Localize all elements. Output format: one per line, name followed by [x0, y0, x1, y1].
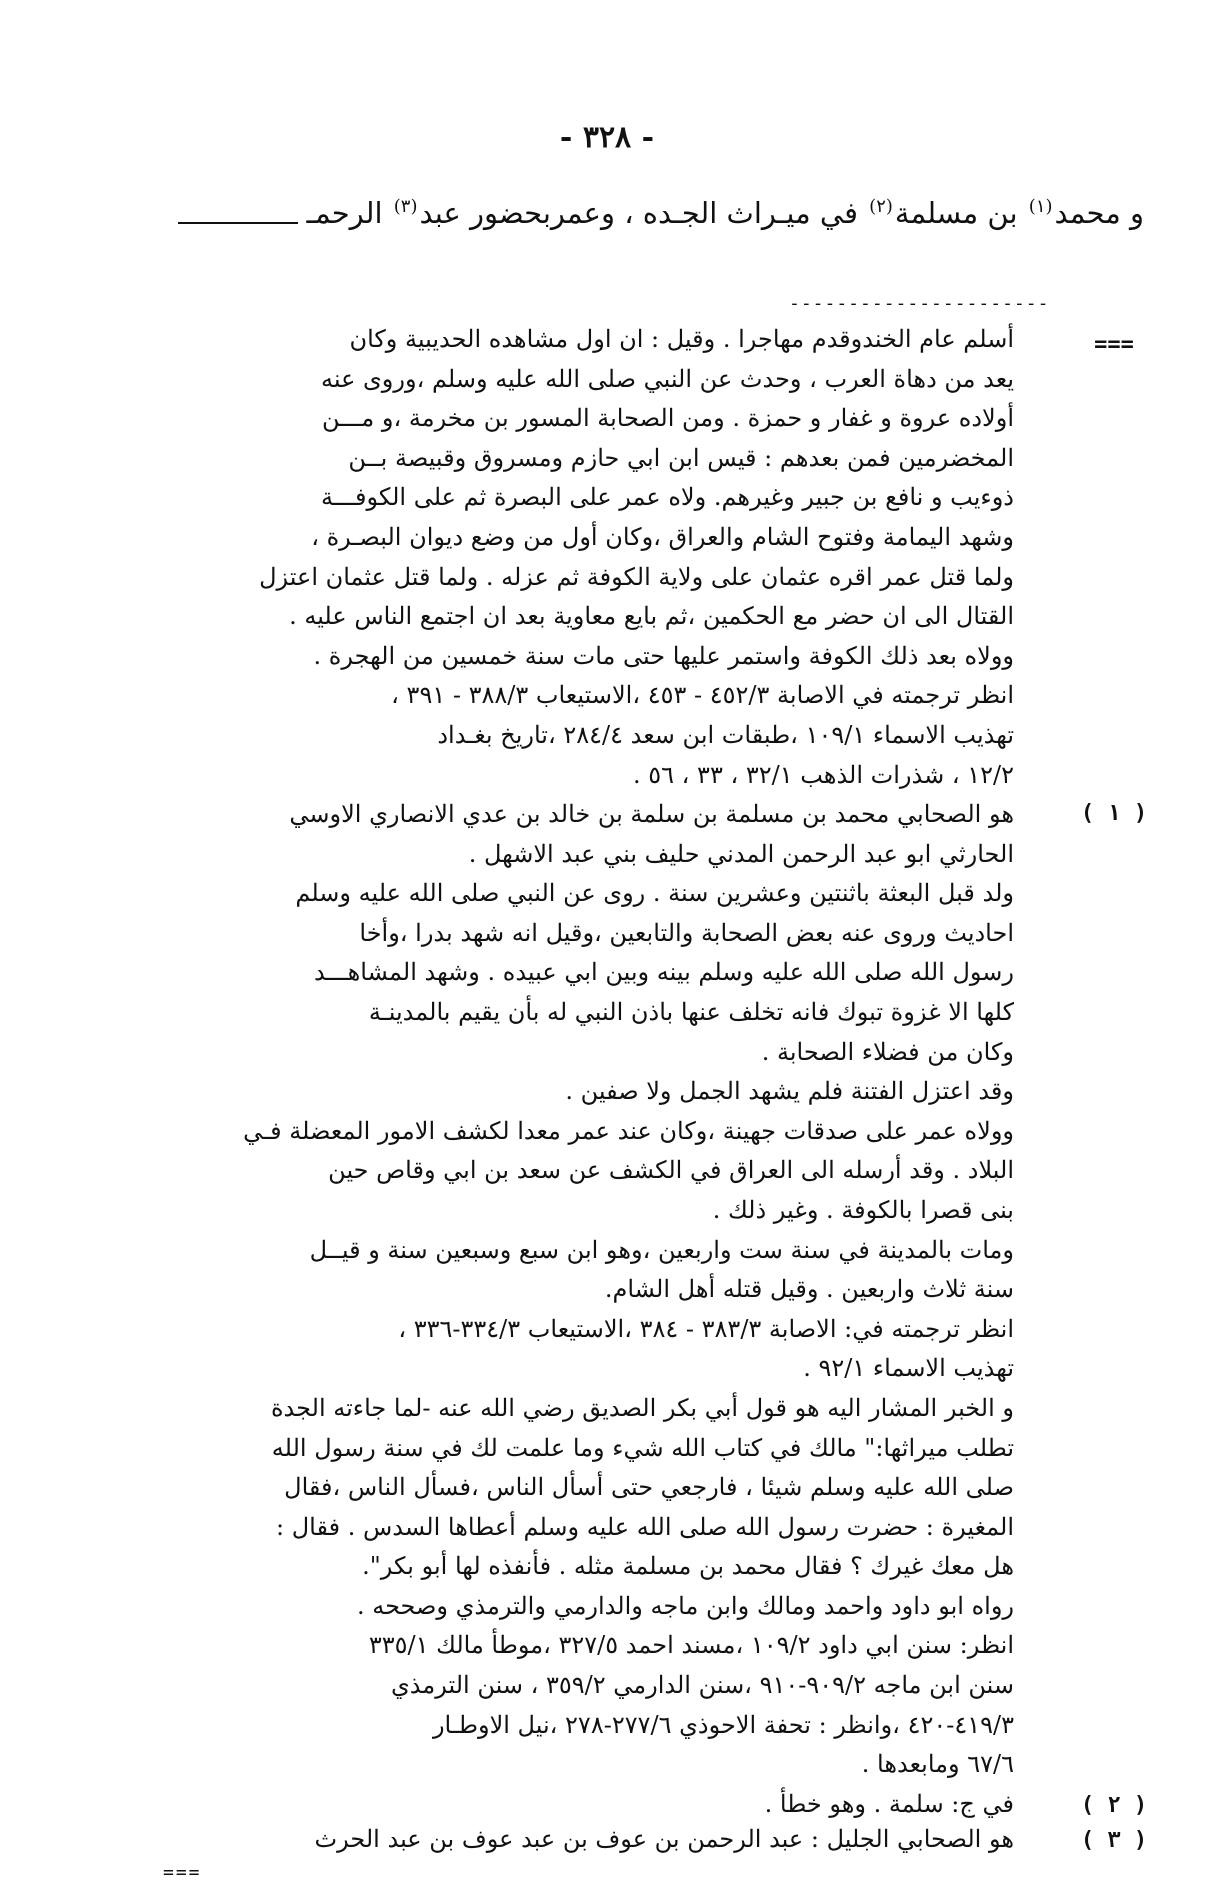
footnote-line: رسول الله صلى الله عليه وسلم بينه وبين ابي عبيده . وشهد المشاهـــد — [313, 958, 1014, 987]
footnote-line: أسلم عام الخندوقدم مهاجرا . وقيل : ان اول مشاهده الحديبية وكان — [349, 325, 1014, 353]
footnote-line: ٦٧/٦ ومابعدها . — [861, 1750, 1014, 1779]
main-text-part: بن مسلمة — [894, 196, 1018, 230]
footnote-line: احاديث وروى عنه بعض الصحابة والتابعين ،وقيل انه شهد بدرا ،وأخا — [359, 918, 1014, 947]
footnote-line: أولاده عروة و غفار و حمزة . ومن الصحابة المسور بن مخرمة ،و مـــن — [322, 404, 1014, 433]
footnote-text — [105, 1820, 1014, 1860]
footnote-line: سنة ثلاث واربعين . وقيل قتله أهل الشام. — [604, 1275, 1014, 1304]
end-mark: === — [163, 1862, 202, 1883]
footnote-line: انظر: سنن ابي داود ١٠٩/٢ ،مسند احمد ٣٢٧/٥ ،موطأ مالك ٣٣٥/١ — [368, 1631, 1014, 1660]
main-text-part: في ميـراث الجـده ، وعمربحضور عبد — [419, 196, 858, 230]
footnote-text — [105, 795, 1014, 1785]
footnote-line: بنى قصرا بالكوفة . وغير ذلك . — [712, 1195, 1014, 1224]
footnote-line: وولاه عمر على صدقات جهينة ،وكان عند عمر معدا لكشف الامور المعضلة فـي — [243, 1116, 1014, 1145]
footnote-line: صلى الله عليه وسلم شيئا ، فارجعي حتى أسأل الناس ،فسأل الناس ،فقال — [284, 1473, 1014, 1502]
footnote-line: المخضرمين فمن بعدهم : قيس ابن ابي حازم ومسروق وقبيصة بــن — [348, 443, 1014, 472]
footnote-line: يعد من دهاة العرب ، وحدث عن النبي صلى الله عليه وسلم ،وروى عنه — [320, 364, 1014, 393]
footnote-line: كلها الا غزوة تبوك فانه تخلف عنها باذن النبي له بأن يقيم بالمدينـة — [368, 997, 1014, 1026]
footnote-line: وولاه بعد ذلك الكوفة واستمر عليها حتى مات سنة خمسين من الهجرة . — [313, 641, 1014, 670]
footnote-ref: (٢) — [869, 196, 893, 217]
footnote-line: وقد اعتزل الفتنة فلم يشهد الجمل ولا صفين . — [565, 1077, 1014, 1106]
footnote-ref: (١) — [1028, 196, 1053, 217]
footnote-text — [105, 320, 1014, 795]
footnote-line: تهذيب الاسماء ١٠٩/١ ،طبقات ابن سعد ٢٨٤/٤ ،تاريخ بغـداد — [437, 720, 1014, 749]
footnote-line: البلاد . وقد أرسله الى العراق في الكشف عن سعد بن ابي وقاص حين — [328, 1156, 1014, 1185]
page-number: - ٣٢٨ - — [559, 120, 655, 155]
footnote-line: في ج: سلمة . وهو خطأ . — [764, 1790, 1014, 1818]
footnote-line: تهذيب الاسماء ٩٢/١ . — [803, 1354, 1014, 1383]
footnote-marker: ( ١ ) — [1080, 801, 1148, 826]
footnote-marker: ( ٣ ) — [1080, 1828, 1148, 1853]
footnote-line: تطلب ميراثها:" مالك في كتاب الله شيء وما علمت لك في سنة رسول الله — [271, 1433, 1014, 1462]
main-text-part: و محمد — [1054, 196, 1144, 230]
footnote-line: و الخبر المشار اليه هو قول أبي بكر الصديق رضي الله عنه -لما جاءته الجدة — [270, 1393, 1014, 1422]
footnote-line: هو الصحابي الجليل : عبد الرحمن بن عوف بن عبد عوف بن عبد الحرث — [314, 1825, 1014, 1853]
footnote-line: وشهد اليمامة وفتوح الشام والعراق ،وكان أول من وضع ديوان البصـرة ، — [311, 522, 1014, 551]
footnote-line: ١٢/٢ ، شذرات الذهب ٣٢/١ ، ٣٣ ، ٥٦ . — [632, 760, 1014, 789]
footnote-ref: (٣) — [393, 196, 418, 217]
footnote-line: ومات بالمدينة في سنة ست واربعين ،وهو ابن سبع وسبعين سنة و قيــل — [309, 1235, 1014, 1264]
footnote-line: الحارثي ابو عبد الرحمن المدني حليف بني عبد الاشهل . — [468, 839, 1014, 868]
footnote-line: رواه ابو داود واحمد ومالك وابن ماجه والدارمي والترمذي وصححه . — [356, 1591, 1014, 1620]
footnote-line: انظر ترجمته في: الاصابة ٣٨٣/٣ - ٣٨٤ ،الاستيعاب ٣٣٤/٣-٣٣٦ ، — [398, 1314, 1014, 1343]
footnote-line: انظر ترجمته في الاصابة ٤٥٢/٣ - ٤٥٣ ،الاستيعاب ٣٨٨/٣ - ٣٩١ ، — [391, 681, 1014, 710]
footnote-line: ولد قبل البعثة باثنتين وعشرين سنة . روى عن النبي صلى الله عليه وسلم — [295, 879, 1014, 908]
footnote-line: المغيرة : حضرت رسول الله صلى الله عليه وسلم أعطاها السدس . فقال : — [276, 1512, 1014, 1541]
footnote-separator: ---------------------- — [789, 293, 1050, 314]
footnote-marker: ( ٢ ) — [1080, 1793, 1148, 1818]
footnote-line: سنن ابن ماجه ٩٠٩/٢-٩١٠ ،سنن الدارمي ٣٥٩/٢ ، سنن الترمذي — [390, 1671, 1014, 1700]
footnote-line: هل معك غيرك ؟ فقال محمد بن مسلمة مثله . فأنفذه لها أبو بكر". — [362, 1552, 1014, 1581]
footnote-line: القتال الى ان حضر مع الحكمين ،ثم بايع معاوية بعد ان اجتمع الناس عليه . — [289, 602, 1014, 631]
footnote-line: ولما قتل عمر اقره عثمان على ولاية الكوفة ثم عزله . ولما قتل عثمان اعتزل — [259, 562, 1014, 591]
footnote-line: ذوءيب و نافع بن جبير وغيرهم. ولاه عمر على البصرة ثم على الكوفـــة — [321, 483, 1014, 512]
footnote-marker: === — [1094, 332, 1134, 357]
main-text-line — [200, 188, 1144, 238]
footnote-text — [105, 1785, 1014, 1825]
continuation-line — [178, 206, 298, 224]
footnote-line: وكان من فضلاء الصحابة . — [761, 1037, 1014, 1066]
footnotes — [0, 320, 1214, 1870]
main-text-part: الرحمـ — [306, 196, 383, 230]
footnote-line: هو الصحابي محمد بن مسلمة بن سلمة بن خالد بن عدي الانصاري الاوسي — [289, 800, 1014, 828]
footnote-line: ٤١٩/٣-٤٢٠ ،وانظر : تحفة الاحوذي ٢٧٧/٦-٢٧٨ ،نيل الاوطـار — [432, 1710, 1014, 1739]
